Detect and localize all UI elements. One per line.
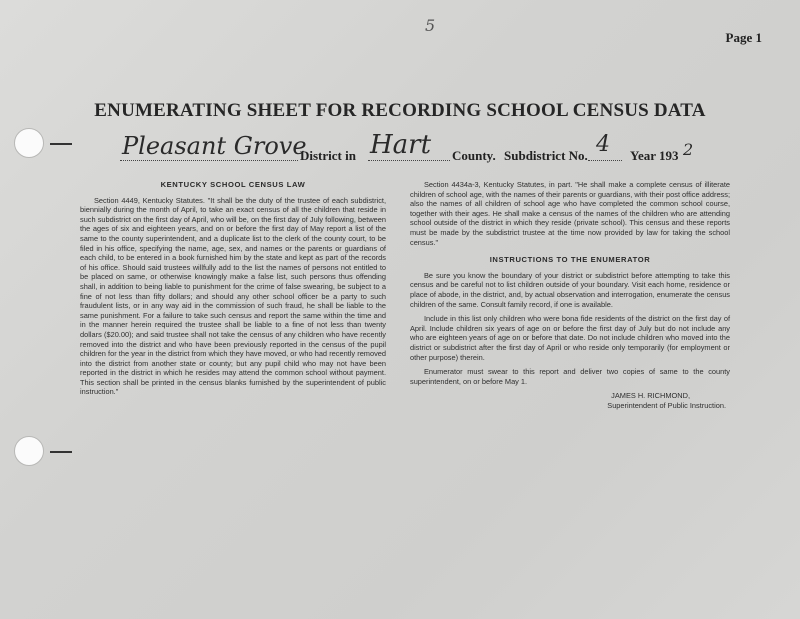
margin-dash-top [50, 143, 72, 145]
district-label: District in [300, 148, 356, 163]
form-header-line [120, 130, 720, 168]
page-number: Page 1 [725, 30, 762, 45]
subdistrict-number-handwritten: 4 [596, 132, 610, 157]
census-law-heading: KENTUCKY SCHOOL CENSUS LAW [160, 180, 306, 189]
section-4434a3-text: Section 4434a-3, Kentucky Statutes, in part. "He shall make a complete census of illiterate children of school age, with the names of their parents or guardians, with their post office address; also the names of all children of school age who have completed the common school course, together with their ages. He shall make a census of the names of the children who are attending school outside of the district in which they reside (private school). This census and these reports must be made by the subdistrict trustee at the time now provided by law for taking the school census." [410, 180, 730, 247]
pencil-mark: 5 [425, 16, 436, 35]
county-label: County. [452, 148, 496, 163]
sheet-title: ENUMERATING SHEET FOR RECORDING SCHOOL CENSUS DATA [94, 100, 706, 121]
instruction-deliver: Enumerator must swear to this report and deliver two copies of same to the county superintendent, on or before May 1. [410, 367, 730, 386]
signature-title: Superintendent of Public Instruction. [607, 401, 726, 411]
instruction-residents: Include in this list only children who were bona fide residents of the district on the first day of April. Include children six years of age on or before the first day of July but do not include any who are eighteen years of age on or before that date. Do not include children who moved into the district or subdistrict after the first day of April or who reside only temporarily (for employment or other purpose) therein. [410, 314, 730, 362]
binder-hole-bottom [14, 436, 44, 466]
binder-hole-top [14, 128, 44, 158]
district-name-handwritten: Pleasant Grove [122, 132, 307, 160]
instructions-heading: INSTRUCTIONS TO THE ENUMERATOR [489, 255, 651, 265]
year-digit-handwritten: 2 [683, 140, 694, 159]
margin-dash-bottom [50, 451, 72, 453]
left-column [80, 180, 386, 402]
instruction-boundary: Be sure you know the boundary of your district or subdistrict before attempting to take this census and be careful not to list children outside of your boundary. Visit each home, residence or place of abode, in the district, and, by actual observation and interrogation, enumerate the census children of the same. Consult family record, if one is available. [410, 270, 730, 309]
signature-name: JAMES H. RICHMOND, [611, 391, 690, 401]
county-name-handwritten: Hart [370, 130, 432, 160]
right-column [410, 180, 730, 411]
subdistrict-label: Subdistrict No. [504, 148, 588, 163]
section-4449-text: Section 4449, Kentucky Statutes. "It shall be the duty of the trustee of each subdistrict, biennially during the month of April, to take an exact census of all the children that reside in such subdistrict on the first day of April, who will be, on the first day of July following, between the ages of six and eighteen years, and on or before the first day of May report a list of the same to the county superintendent, and a duplicate list to the clerk of the county court, to be filed in his office, specifying the name, age, sex, and names or the parents or guardians of each child, to be entered in a book furnished him by the state and kept as part of the records of his office. Should said trustees willfully add to the list the names of persons not entitled to be placed on same, or otherwise knowingly make a false list, such persons thus offending shall, in addition to being liable to punishment for the crime of false swearing, be subject to a fine of not less than fifty dollars; and should any other school officer be a party to such fraudulent lists, or in any way aid in the commission of such fraud, he shall be liable to the same punishment. For a failure to take such census and report the same within the time and in the manner herein required the trustee shall be liable to a fine of not less than twenty dollars ($20.00); and said trustee shall not take the census of any children who have recently removed into the district and who have been previously reported in the census of the pupil children for the year in the district from which they have moved, or who had recently removed into the district from another state or county; but any pupil child who may not have been reported in the district in which he resides may attend the common school without payment. This section shall be printed in the census blanks furnished by the superintendent of public instruction." [80, 195, 386, 397]
year-label: Year 193 [630, 148, 679, 163]
